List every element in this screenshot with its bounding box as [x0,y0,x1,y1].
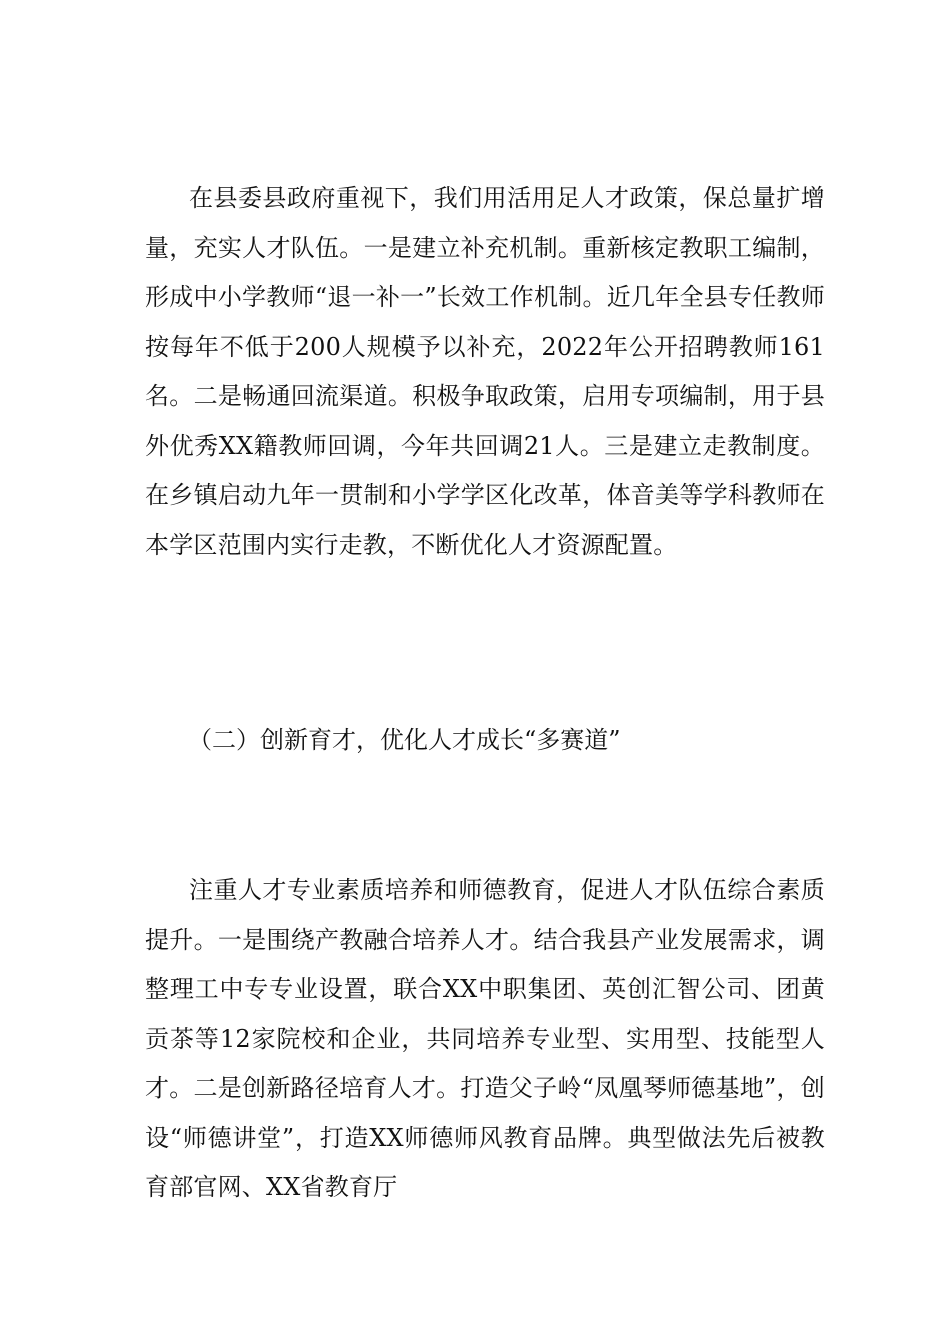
body-paragraph-talent-policy: 在县委县政府重视下，我们用活用足人才政策，保总量扩增量，充实人才队伍。一是建立补充机制。重新核定教职工编制，形成中小学教师“退一补一”长效工作机制。近几年全县专任教师按每年不低于200人规模予以补充，2022年公开招聘教师161名。二是畅通回流渠道。积极争取政策，启用专项编制，用于县外优秀XX籍教师回调，今年共回调21人。三是建立走教制度。在乡镇启动九年一贯制和小学学区化改革，体音美等学科教师在本学区范围内实行走教，不断优化人才资源配置。 [145,184,825,559]
section-heading: （二）创新育才，优化人才成长“多赛道” [188,726,621,754]
body-paragraph-talent-training: 注重人才专业素质培养和师德教育，促进人才队伍综合素质提升。一是围绕产教融合培养人才。结合我县产业发展需求，调整理工中专专业设置，联合XX中职集团、英创汇智公司、团黄贡茶等12家院校和企业，共同培养专业型、实用型、技能型人才。二是创新路径培育人才。打造父子岭“凤凰琴师德基地”，创设“师德讲堂”，打造XX师德师风教育品牌。典型做法先后被教育部官网、XX省教育厅 [145,876,825,1201]
